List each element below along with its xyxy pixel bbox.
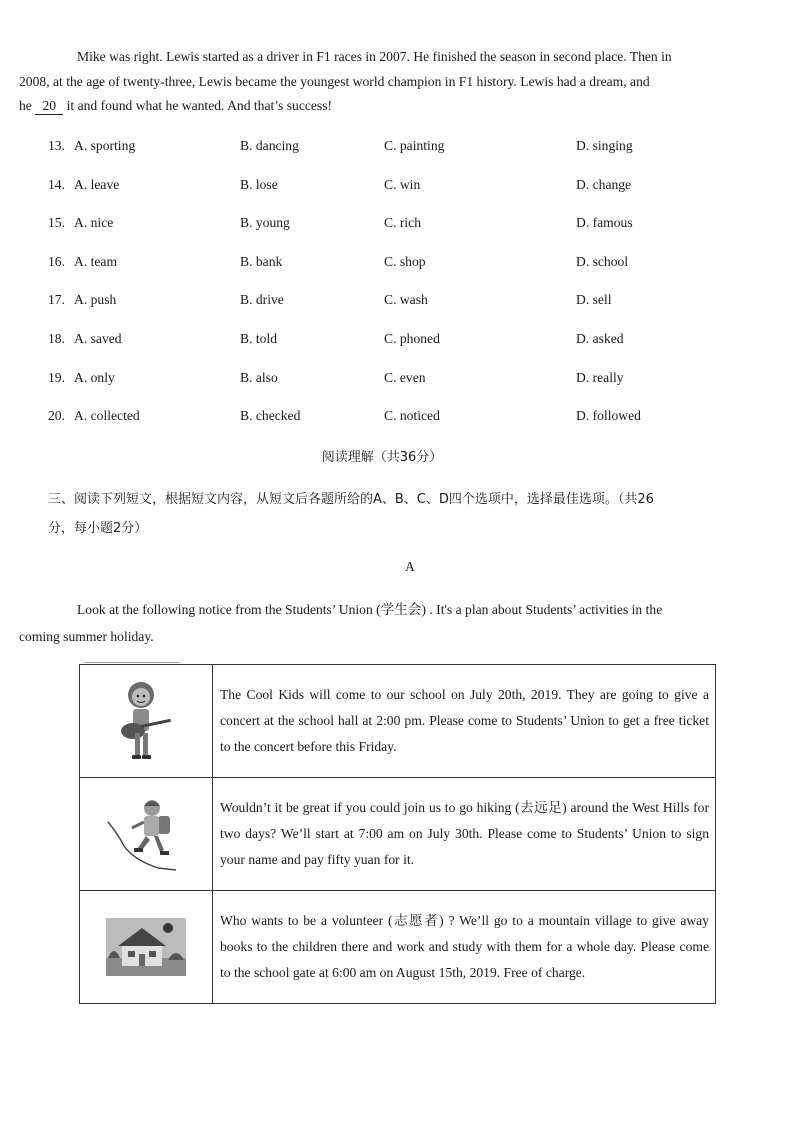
notice-text: The Cool Kids will come to our school on July 20th, 2019. They are going to give a concert at the school hall at 2:00 pm. Please come to Students’ Union to get a free ticket to the concert before this Friday.	[213, 665, 716, 778]
notice-row	[80, 891, 716, 1004]
question-row	[48, 331, 748, 351]
option-c[interactable]: C. noticed	[384, 408, 440, 423]
option-a[interactable]: A. saved	[74, 331, 122, 346]
notice-image-cell	[80, 891, 213, 1004]
intro-paragraph	[19, 596, 746, 650]
option-c[interactable]: C. phoned	[384, 331, 440, 346]
option-d[interactable]: D. singing	[576, 138, 633, 153]
decorative-rule	[84, 662, 180, 663]
option-b[interactable]: B. told	[240, 331, 278, 346]
question-row	[48, 370, 748, 390]
notice-image-cell	[80, 665, 213, 778]
guitar-kid-icon	[111, 675, 181, 767]
option-c[interactable]: C. shop	[384, 254, 426, 269]
option-a[interactable]: A. collected	[74, 408, 140, 423]
option-c[interactable]: C. even	[384, 370, 426, 385]
notice-text: Who wants to be a volunteer (志愿者) ? We’ll go to a mountain village to give away books to the children there and work and study with them for a whole day. Please come to the school gate at 6:00 am on August 15th, 2019. Free of charge.	[213, 891, 716, 1004]
passage-line-2: 2008, at the age of twenty-three, Lewis became the youngest world champion in F1 history. Lewis had a dream, and	[19, 73, 650, 89]
question-number: 13.	[48, 138, 65, 153]
instruction-line-1: 三、阅读下列短文，根据短文内容，从短文后各题所给的A、B、C、D四个选项中，选择最佳选项。（共26	[48, 492, 654, 507]
question-number: 15.	[48, 215, 65, 230]
hiker-icon	[106, 794, 186, 874]
passage-line-1: Mike was right. Lewis started as a driver in F1 races in 2007. He finished the season in second place. Then in	[77, 49, 672, 64]
instruction-line-2: 分，每小题2分）	[48, 521, 148, 536]
blank-20[interactable]: 20	[35, 98, 63, 115]
option-b[interactable]: B. checked	[240, 408, 301, 423]
intro-line-2: coming summer holiday.	[19, 629, 154, 644]
section-title: 阅读理解（共36分）	[321, 450, 443, 465]
passage-label: A	[405, 559, 415, 574]
question-row	[48, 215, 748, 235]
intro-line-1: Look at the following notice from the Students’ Union (学生会) . It's a plan about Students’ activities in the	[77, 602, 663, 617]
option-b[interactable]: B. drive	[240, 292, 284, 307]
notice-table	[79, 664, 716, 1004]
option-c[interactable]: C. painting	[384, 138, 445, 153]
passage-line-3-end: it and found what he wanted. And that’s success!	[63, 98, 333, 113]
question-number: 19.	[48, 370, 65, 385]
question-row	[48, 138, 748, 158]
question-row	[48, 408, 748, 428]
passage-line-3-start: he	[19, 98, 36, 113]
question-row	[48, 254, 748, 274]
village-house-icon	[106, 918, 186, 976]
option-a[interactable]: A. only	[74, 370, 115, 385]
option-a[interactable]: A. leave	[74, 177, 120, 192]
question-number: 20.	[48, 408, 65, 423]
option-d[interactable]: D. followed	[576, 408, 641, 423]
option-b[interactable]: B. dancing	[240, 138, 299, 153]
option-d[interactable]: D. famous	[576, 215, 633, 230]
option-a[interactable]: A. team	[74, 254, 118, 269]
option-d[interactable]: D. change	[576, 177, 632, 192]
passage-ending	[19, 45, 746, 119]
option-d[interactable]: D. school	[576, 254, 629, 269]
question-number: 17.	[48, 292, 65, 307]
option-b[interactable]: B. young	[240, 215, 290, 230]
option-c[interactable]: C. win	[384, 177, 421, 192]
option-d[interactable]: D. asked	[576, 331, 624, 346]
option-d[interactable]: D. really	[576, 370, 624, 385]
option-d[interactable]: D. sell	[576, 292, 612, 307]
question-row	[48, 177, 748, 197]
option-b[interactable]: B. lose	[240, 177, 278, 192]
notice-image-cell	[80, 778, 213, 891]
question-row	[48, 292, 748, 312]
question-number: 14.	[48, 177, 65, 192]
option-a[interactable]: A. push	[74, 292, 117, 307]
option-b[interactable]: B. bank	[240, 254, 283, 269]
notice-text: Wouldn’t it be great if you could join us to go hiking (去远足) around the West Hills for two days? We’ll start at 7:00 am on July 30th. Please come to Students’ Union to sign your name and pay fifty yuan for it.	[213, 778, 716, 891]
option-c[interactable]: C. wash	[384, 292, 428, 307]
question-number: 18.	[48, 331, 65, 346]
question-number: 16.	[48, 254, 65, 269]
option-b[interactable]: B. also	[240, 370, 278, 385]
option-a[interactable]: A. nice	[74, 215, 114, 230]
option-a[interactable]: A. sporting	[74, 138, 136, 153]
notice-row	[80, 665, 716, 778]
option-c[interactable]: C. rich	[384, 215, 421, 230]
notice-row	[80, 778, 716, 891]
